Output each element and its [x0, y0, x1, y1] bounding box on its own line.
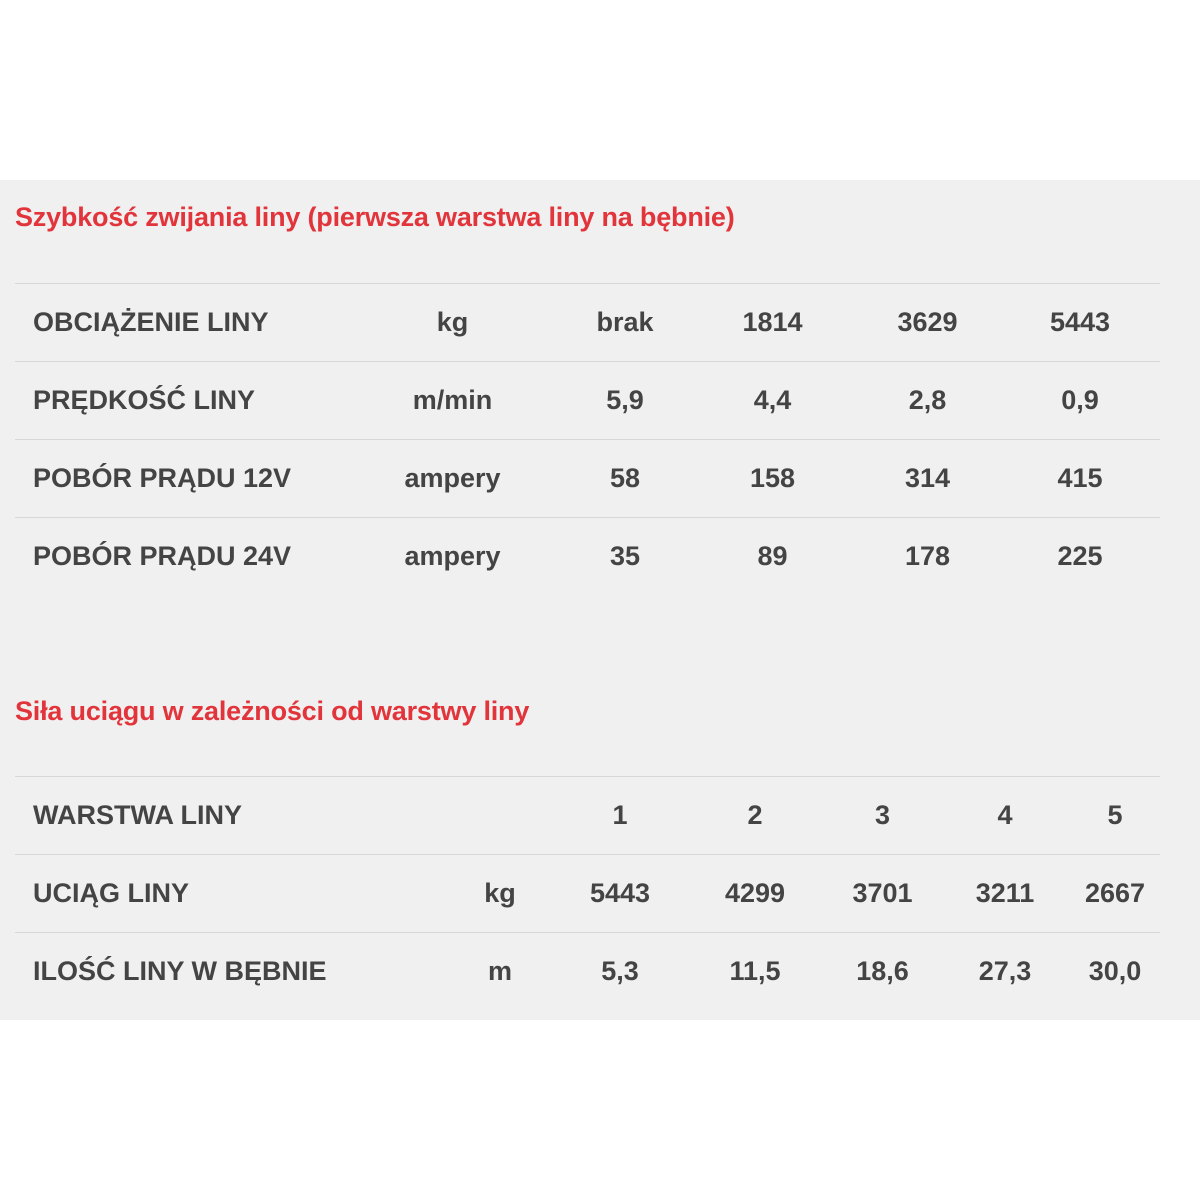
table-row [15, 518, 1160, 596]
table-cell: 0,9 [1061, 385, 1099, 415]
table-row [15, 284, 1160, 362]
table-cell: 27,3 [978, 956, 1032, 987]
table-row [15, 777, 1160, 855]
row-unit: ampery [404, 463, 501, 493]
table-cell: 2667 [1084, 878, 1146, 908]
table-cell: 5,9 [606, 385, 644, 415]
row-unit [445, 777, 555, 855]
table-cell: 5 [1107, 800, 1123, 830]
row-label: ILOŚĆ LINY W BĘBNIE [33, 956, 327, 987]
pull-table [15, 776, 1160, 1011]
table-cell: 225 [1057, 541, 1103, 572]
table-row [15, 933, 1160, 1011]
spec-panel [0, 180, 1200, 1020]
table-cell: 4 [997, 800, 1013, 830]
table-cell: 3701 [852, 878, 913, 908]
table-cell: 5443 [589, 878, 651, 908]
table-cell: 3 [874, 800, 891, 830]
table-cell: 1 [612, 800, 628, 830]
table-cell: 2,8 [908, 385, 947, 415]
table-cell: 11,5 [729, 956, 781, 987]
table-cell: brak [596, 307, 654, 337]
table-cell: 58 [609, 463, 641, 493]
table-cell: 158 [749, 463, 796, 493]
row-label: OBCIĄŻENIE LINY [33, 307, 269, 337]
row-label: POBÓR PRĄDU 12V [33, 463, 292, 493]
table-cell: 5443 [1049, 307, 1111, 337]
row-unit: m [487, 956, 512, 987]
row-unit: kg [484, 878, 516, 908]
table-cell: 18,6 [856, 956, 909, 987]
table-cell: 89 [757, 541, 788, 572]
table-cell: 2 [747, 800, 763, 830]
row-unit: kg [436, 307, 469, 337]
table-cell: 3629 [897, 307, 958, 337]
row-unit: ampery [404, 541, 501, 572]
row-unit: m/min [412, 385, 493, 415]
table-row [15, 362, 1160, 440]
table-cell: 1814 [742, 307, 803, 337]
row-label: UCIĄG LINY [33, 878, 190, 908]
pull-section-title: Siła uciągu w zależności od warstwy liny [15, 696, 530, 726]
table-cell: 35 [609, 541, 641, 572]
table-cell: 3211 [975, 878, 1035, 908]
table-row [15, 855, 1160, 933]
speed-section-title: Szybkość zwijania liny (pierwsza warstwa liny na bębnie) [15, 202, 735, 232]
table-cell: 30,0 [1088, 956, 1142, 987]
row-label: POBÓR PRĄDU 24V [33, 541, 292, 572]
table-row [15, 440, 1160, 518]
table-cell: 4,4 [753, 385, 792, 415]
table-cell: 4299 [724, 878, 786, 908]
table-cell: 5,3 [601, 956, 639, 987]
row-label: WARSTWA LINY [33, 800, 242, 830]
row-label: PRĘDKOŚĆ LINY [33, 385, 256, 415]
table-cell: 415 [1057, 463, 1103, 493]
speed-table [15, 283, 1160, 596]
table-cell: 314 [904, 463, 951, 493]
table-cell: 178 [904, 541, 951, 572]
